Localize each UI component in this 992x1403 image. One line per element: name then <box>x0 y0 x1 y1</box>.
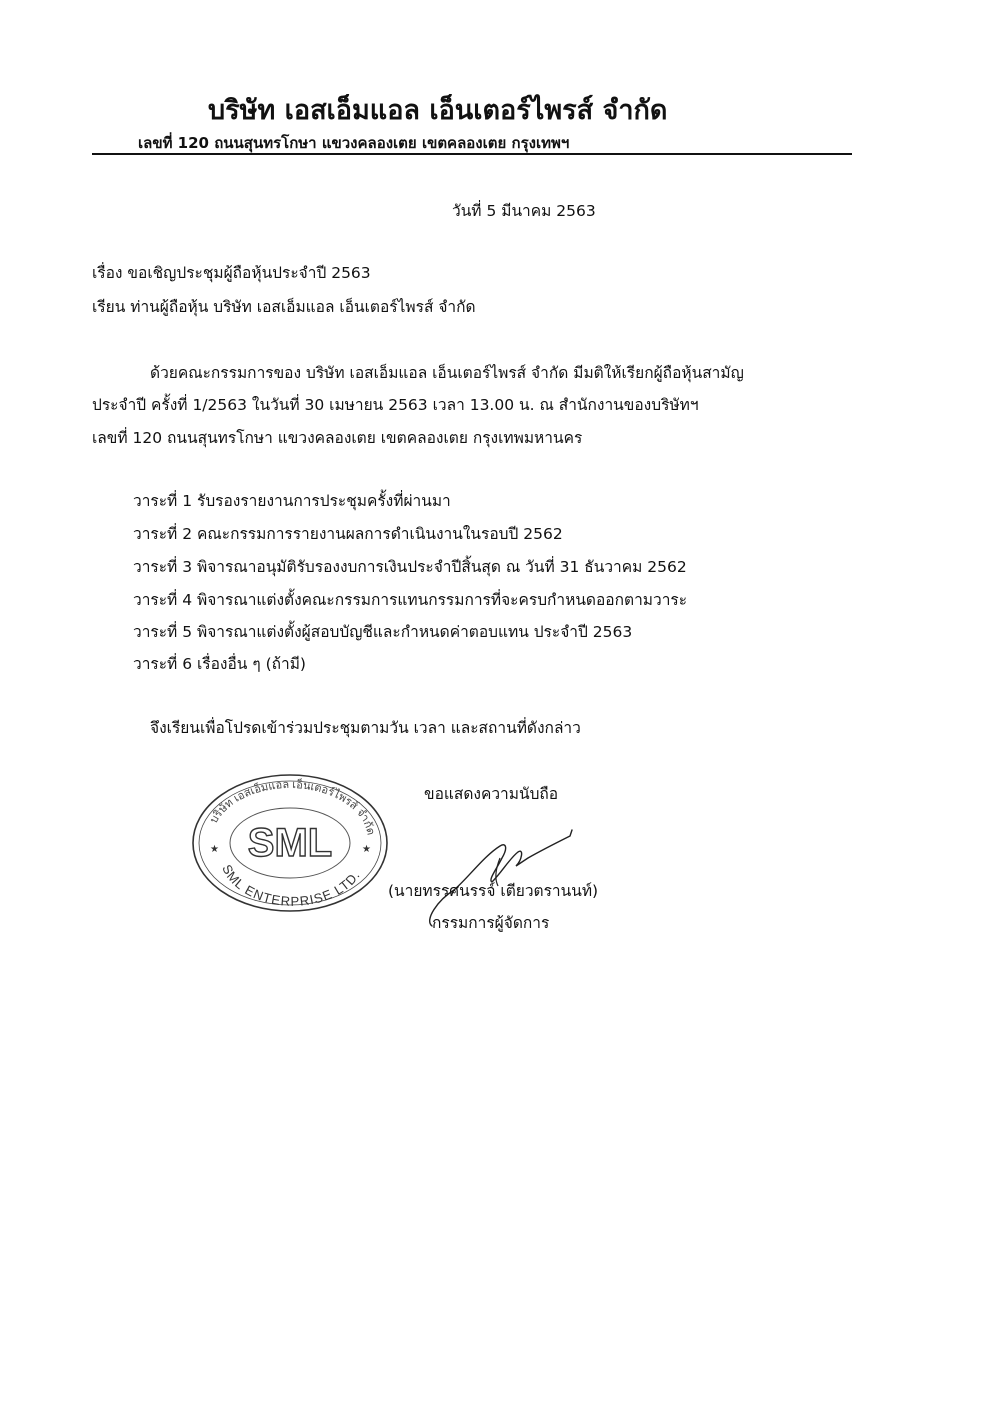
stamp-top-text: บริษัท เอสเอ็มแอล เอ็นเตอร์ไพรส์ จำกัด <box>207 778 377 837</box>
body-line: เลขที่ 120 ถนนสุนทรโกษา แขวงคลองเตย เขตคลองเตย กรุงเทพมหานคร <box>92 429 583 447</box>
body-line: ประจำปี ครั้งที่ 1/2563 ในวันที่ 30 เมษายน 2563 เวลา 13.00 น. ณ สำนักงานของบริษัทฯ <box>92 396 699 414</box>
star-icon: ★ <box>362 844 371 855</box>
company-stamp <box>190 770 390 920</box>
signatory-name: (นายทรรศนรรจ์ เตียวตรานนท์) <box>388 882 599 900</box>
company-address: เลขที่ 120 ถนนสุนทรโกษา แขวงคลองเตย เขตคลองเตย กรุงเทพฯ <box>138 134 570 152</box>
agenda-item: วาระที่ 1 รับรองรายงานการประชุมครั้งที่ผ่านมา <box>133 492 451 510</box>
letter-subject: เรื่อง ขอเชิญประชุมผู้ถือหุ้นประจำปี 2563 <box>92 264 371 282</box>
letter-recipient: เรียน ท่านผู้ถือหุ้น บริษัท เอสเอ็มแอล เอ็นเตอร์ไพรส์ จำกัด <box>92 298 476 316</box>
agenda-item: วาระที่ 3 พิจารณาอนุมัติรับรองงบการเงินประจำปีสิ้นสุด ณ วันที่ 31 ธันวาคม 2562 <box>133 558 687 576</box>
stamp-bottom-text: SML ENTERPRISE LTD. <box>219 862 364 909</box>
closing-sentence: จึงเรียนเพื่อโปรดเข้าร่วมประชุมตามวัน เวลา และสถานที่ดังกล่าว <box>150 719 581 737</box>
letter-date: วันที่ 5 มีนาคม 2563 <box>452 202 596 220</box>
header-divider <box>92 153 852 155</box>
agenda-item: วาระที่ 4 พิจารณาแต่งตั้งคณะกรรมการแทนกรรมการที่จะครบกำหนดออกตามวาระ <box>133 591 688 609</box>
stamp-center-text: SML <box>247 821 333 865</box>
agenda-item: วาระที่ 5 พิจารณาแต่งตั้งผู้สอบบัญชีและกำหนดค่าตอบแทน ประจำปี 2563 <box>133 623 633 641</box>
star-icon: ★ <box>210 844 219 855</box>
agenda-item: วาระที่ 6 เรื่องอื่น ๆ (ถ้ามี) <box>133 655 306 673</box>
agenda-item: วาระที่ 2 คณะกรรมการรายงานผลการดำเนินงานในรอบปี 2562 <box>133 525 563 543</box>
body-line: ด้วยคณะกรรมการของ บริษัท เอสเอ็มแอล เอ็นเตอร์ไพรส์ จำกัด มีมติให้เรียกผู้ถือหุ้นสามัญ <box>150 364 744 382</box>
signatory-position: กรรมการผู้จัดการ <box>432 914 550 932</box>
regards-text: ขอแสดงความนับถือ <box>424 785 559 803</box>
company-name: บริษัท เอสเอ็มแอล เอ็นเตอร์ไพรส์ จำกัด <box>208 95 668 126</box>
